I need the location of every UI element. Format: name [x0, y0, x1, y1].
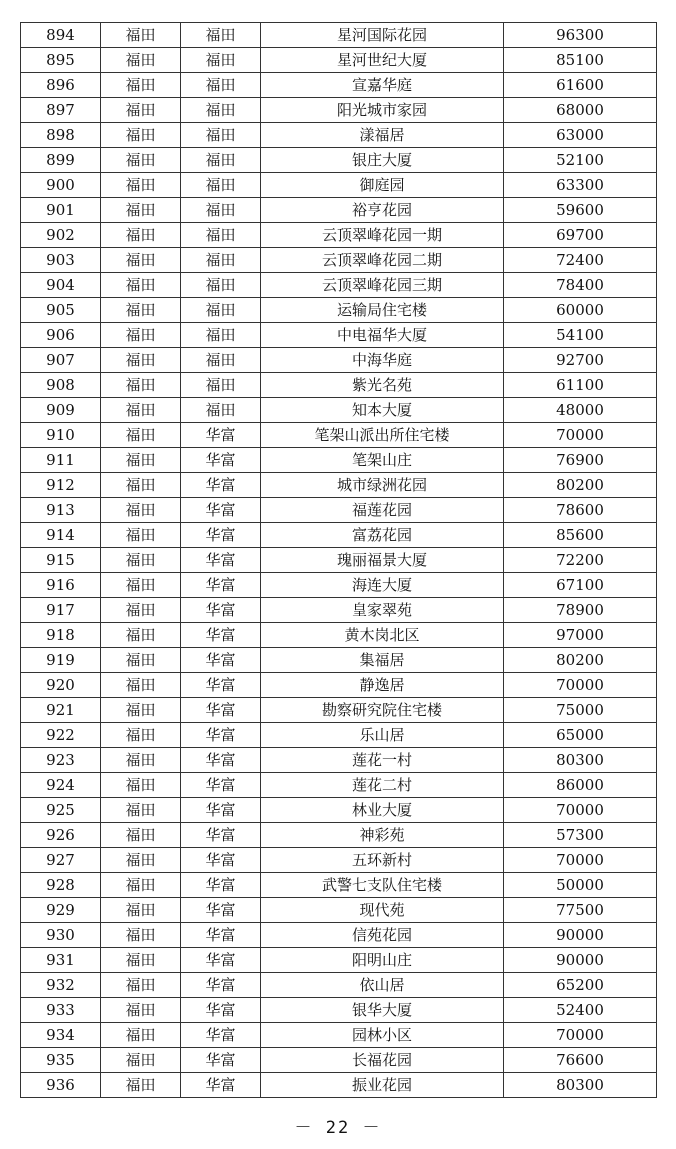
table-row [21, 98, 657, 123]
price-cell: 60000 [504, 298, 657, 323]
district-cell: 福田 [101, 1023, 181, 1048]
row-number-cell: 934 [21, 1023, 101, 1048]
table-row [21, 598, 657, 623]
subdistrict-cell: 福田 [181, 48, 261, 73]
table-row [21, 323, 657, 348]
subdistrict-cell: 华富 [181, 998, 261, 1023]
price-table [20, 22, 657, 1098]
row-number-cell: 925 [21, 798, 101, 823]
table-row [21, 73, 657, 98]
district-cell: 福田 [101, 23, 181, 48]
district-cell: 福田 [101, 773, 181, 798]
district-cell: 福田 [101, 748, 181, 773]
district-cell: 福田 [101, 698, 181, 723]
subdistrict-cell: 华富 [181, 973, 261, 998]
table-row [21, 123, 657, 148]
row-number-cell: 895 [21, 48, 101, 73]
subdistrict-cell: 福田 [181, 398, 261, 423]
subdistrict-cell: 华富 [181, 773, 261, 798]
table-row [21, 698, 657, 723]
district-cell: 福田 [101, 873, 181, 898]
table-row [21, 1073, 657, 1098]
district-cell: 福田 [101, 348, 181, 373]
price-cell: 96300 [504, 23, 657, 48]
price-cell: 92700 [504, 348, 657, 373]
table-row [21, 973, 657, 998]
district-cell: 福田 [101, 623, 181, 648]
price-cell: 70000 [504, 798, 657, 823]
price-cell: 76600 [504, 1048, 657, 1073]
subdistrict-cell: 华富 [181, 823, 261, 848]
price-cell: 72200 [504, 548, 657, 573]
row-number-cell: 913 [21, 498, 101, 523]
district-cell: 福田 [101, 448, 181, 473]
district-cell: 福田 [101, 1073, 181, 1098]
subdistrict-cell: 华富 [181, 1073, 261, 1098]
estate-name-cell: 银庄大厦 [261, 148, 504, 173]
table-row [21, 823, 657, 848]
table-row [21, 223, 657, 248]
price-cell: 97000 [504, 623, 657, 648]
price-cell: 52400 [504, 998, 657, 1023]
district-cell: 福田 [101, 973, 181, 998]
price-cell: 70000 [504, 1023, 657, 1048]
table-row [21, 398, 657, 423]
subdistrict-cell: 华富 [181, 1023, 261, 1048]
row-number-cell: 910 [21, 423, 101, 448]
estate-name-cell: 勘察研究院住宅楼 [261, 698, 504, 723]
estate-name-cell: 富荔花园 [261, 523, 504, 548]
price-cell: 63000 [504, 123, 657, 148]
table-row [21, 798, 657, 823]
row-number-cell: 918 [21, 623, 101, 648]
estate-name-cell: 笔架山庄 [261, 448, 504, 473]
table-row [21, 23, 657, 48]
estate-name-cell: 中海华庭 [261, 348, 504, 373]
row-number-cell: 936 [21, 1073, 101, 1098]
subdistrict-cell: 福田 [181, 323, 261, 348]
subdistrict-cell: 华富 [181, 673, 261, 698]
row-number-cell: 932 [21, 973, 101, 998]
district-cell: 福田 [101, 48, 181, 73]
estate-name-cell: 莲花一村 [261, 748, 504, 773]
table-row [21, 273, 657, 298]
subdistrict-cell: 福田 [181, 123, 261, 148]
estate-name-cell: 静逸居 [261, 673, 504, 698]
table-row [21, 1048, 657, 1073]
district-cell: 福田 [101, 998, 181, 1023]
district-cell: 福田 [101, 523, 181, 548]
table-row [21, 298, 657, 323]
row-number-cell: 928 [21, 873, 101, 898]
estate-name-cell: 知本大厦 [261, 398, 504, 423]
estate-name-cell: 黄木岗北区 [261, 623, 504, 648]
district-cell: 福田 [101, 273, 181, 298]
row-number-cell: 935 [21, 1048, 101, 1073]
district-cell: 福田 [101, 798, 181, 823]
price-cell: 68000 [504, 98, 657, 123]
district-cell: 福田 [101, 298, 181, 323]
price-cell: 86000 [504, 773, 657, 798]
subdistrict-cell: 华富 [181, 898, 261, 923]
estate-name-cell: 星河世纪大厦 [261, 48, 504, 73]
subdistrict-cell: 华富 [181, 573, 261, 598]
table-row [21, 648, 657, 673]
district-cell: 福田 [101, 123, 181, 148]
price-cell: 90000 [504, 948, 657, 973]
price-cell: 67100 [504, 573, 657, 598]
district-cell: 福田 [101, 598, 181, 623]
district-cell: 福田 [101, 423, 181, 448]
estate-name-cell: 阳明山庄 [261, 948, 504, 973]
price-cell: 72400 [504, 248, 657, 273]
price-cell: 78900 [504, 598, 657, 623]
price-cell: 70000 [504, 848, 657, 873]
price-cell: 70000 [504, 423, 657, 448]
estate-name-cell: 依山居 [261, 973, 504, 998]
row-number-cell: 912 [21, 473, 101, 498]
table-row [21, 723, 657, 748]
subdistrict-cell: 福田 [181, 373, 261, 398]
table-row [21, 998, 657, 1023]
table-row [21, 198, 657, 223]
table-row [21, 348, 657, 373]
table-row [21, 1023, 657, 1048]
subdistrict-cell: 华富 [181, 948, 261, 973]
subdistrict-cell: 福田 [181, 98, 261, 123]
district-cell: 福田 [101, 498, 181, 523]
estate-name-cell: 林业大厦 [261, 798, 504, 823]
row-number-cell: 908 [21, 373, 101, 398]
estate-name-cell: 振业花园 [261, 1073, 504, 1098]
estate-name-cell: 园林小区 [261, 1023, 504, 1048]
row-number-cell: 921 [21, 698, 101, 723]
table-row [21, 48, 657, 73]
subdistrict-cell: 华富 [181, 848, 261, 873]
estate-name-cell: 云顶翠峰花园一期 [261, 223, 504, 248]
price-cell: 63300 [504, 173, 657, 198]
table-row [21, 248, 657, 273]
price-cell: 65200 [504, 973, 657, 998]
district-cell: 福田 [101, 823, 181, 848]
estate-name-cell: 集福居 [261, 648, 504, 673]
district-cell: 福田 [101, 73, 181, 98]
row-number-cell: 903 [21, 248, 101, 273]
estate-name-cell: 现代苑 [261, 898, 504, 923]
subdistrict-cell: 华富 [181, 423, 261, 448]
price-cell: 80300 [504, 1073, 657, 1098]
price-cell: 80200 [504, 473, 657, 498]
district-cell: 福田 [101, 323, 181, 348]
district-cell: 福田 [101, 148, 181, 173]
row-number-cell: 933 [21, 998, 101, 1023]
estate-name-cell: 紫光名苑 [261, 373, 504, 398]
district-cell: 福田 [101, 898, 181, 923]
subdistrict-cell: 华富 [181, 548, 261, 573]
subdistrict-cell: 福田 [181, 198, 261, 223]
row-number-cell: 909 [21, 398, 101, 423]
estate-name-cell: 御庭园 [261, 173, 504, 198]
district-cell: 福田 [101, 223, 181, 248]
row-number-cell: 922 [21, 723, 101, 748]
table-row [21, 148, 657, 173]
price-table-body [21, 23, 657, 1098]
district-cell: 福田 [101, 673, 181, 698]
row-number-cell: 923 [21, 748, 101, 773]
district-cell: 福田 [101, 848, 181, 873]
price-cell: 50000 [504, 873, 657, 898]
district-cell: 福田 [101, 573, 181, 598]
table-row [21, 498, 657, 523]
row-number-cell: 901 [21, 198, 101, 223]
district-cell: 福田 [101, 248, 181, 273]
price-cell: 48000 [504, 398, 657, 423]
district-cell: 福田 [101, 98, 181, 123]
estate-name-cell: 莲花二村 [261, 773, 504, 798]
estate-name-cell: 五环新村 [261, 848, 504, 873]
subdistrict-cell: 华富 [181, 623, 261, 648]
district-cell: 福田 [101, 1048, 181, 1073]
estate-name-cell: 星河国际花园 [261, 23, 504, 48]
estate-name-cell: 乐山居 [261, 723, 504, 748]
table-row [21, 873, 657, 898]
subdistrict-cell: 福田 [181, 223, 261, 248]
estate-name-cell: 瑰丽福景大厦 [261, 548, 504, 573]
table-row [21, 173, 657, 198]
price-cell: 80300 [504, 748, 657, 773]
row-number-cell: 917 [21, 598, 101, 623]
row-number-cell: 906 [21, 323, 101, 348]
estate-name-cell: 笔架山派出所住宅楼 [261, 423, 504, 448]
estate-name-cell: 银华大厦 [261, 998, 504, 1023]
district-cell: 福田 [101, 173, 181, 198]
table-row [21, 848, 657, 873]
estate-name-cell: 长福花园 [261, 1048, 504, 1073]
table-row [21, 898, 657, 923]
subdistrict-cell: 华富 [181, 523, 261, 548]
district-cell: 福田 [101, 923, 181, 948]
estate-name-cell: 神彩苑 [261, 823, 504, 848]
row-number-cell: 902 [21, 223, 101, 248]
subdistrict-cell: 福田 [181, 173, 261, 198]
price-cell: 75000 [504, 698, 657, 723]
table-row [21, 923, 657, 948]
table-row [21, 423, 657, 448]
page-number: － 22 － [294, 1118, 382, 1138]
subdistrict-cell: 福田 [181, 23, 261, 48]
table-row [21, 773, 657, 798]
row-number-cell: 931 [21, 948, 101, 973]
subdistrict-cell: 福田 [181, 73, 261, 98]
price-cell: 59600 [504, 198, 657, 223]
price-cell: 61100 [504, 373, 657, 398]
table-row [21, 548, 657, 573]
subdistrict-cell: 华富 [181, 648, 261, 673]
estate-name-cell: 皇家翠苑 [261, 598, 504, 623]
row-number-cell: 907 [21, 348, 101, 373]
subdistrict-cell: 福田 [181, 148, 261, 173]
price-cell: 69700 [504, 223, 657, 248]
district-cell: 福田 [101, 198, 181, 223]
estate-name-cell: 信苑花园 [261, 923, 504, 948]
row-number-cell: 900 [21, 173, 101, 198]
row-number-cell: 919 [21, 648, 101, 673]
row-number-cell: 929 [21, 898, 101, 923]
table-row [21, 748, 657, 773]
price-cell: 54100 [504, 323, 657, 348]
row-number-cell: 930 [21, 923, 101, 948]
subdistrict-cell: 华富 [181, 1048, 261, 1073]
price-cell: 77500 [504, 898, 657, 923]
price-cell: 52100 [504, 148, 657, 173]
subdistrict-cell: 华富 [181, 748, 261, 773]
table-row [21, 948, 657, 973]
price-cell: 61600 [504, 73, 657, 98]
row-number-cell: 916 [21, 573, 101, 598]
subdistrict-cell: 华富 [181, 873, 261, 898]
district-cell: 福田 [101, 948, 181, 973]
row-number-cell: 899 [21, 148, 101, 173]
price-cell: 85600 [504, 523, 657, 548]
subdistrict-cell: 福田 [181, 248, 261, 273]
price-cell: 85100 [504, 48, 657, 73]
subdistrict-cell: 福田 [181, 298, 261, 323]
subdistrict-cell: 华富 [181, 473, 261, 498]
district-cell: 福田 [101, 648, 181, 673]
estate-name-cell: 裕亨花园 [261, 198, 504, 223]
row-number-cell: 896 [21, 73, 101, 98]
table-row [21, 623, 657, 648]
subdistrict-cell: 华富 [181, 448, 261, 473]
row-number-cell: 915 [21, 548, 101, 573]
price-cell: 57300 [504, 823, 657, 848]
row-number-cell: 897 [21, 98, 101, 123]
estate-name-cell: 运输局住宅楼 [261, 298, 504, 323]
estate-name-cell: 阳光城市家园 [261, 98, 504, 123]
table-row [21, 448, 657, 473]
subdistrict-cell: 华富 [181, 723, 261, 748]
table-row [21, 373, 657, 398]
table-row [21, 573, 657, 598]
estate-name-cell: 宣嘉华庭 [261, 73, 504, 98]
row-number-cell: 894 [21, 23, 101, 48]
price-cell: 80200 [504, 648, 657, 673]
estate-name-cell: 武警七支队住宅楼 [261, 873, 504, 898]
subdistrict-cell: 华富 [181, 698, 261, 723]
row-number-cell: 911 [21, 448, 101, 473]
subdistrict-cell: 华富 [181, 598, 261, 623]
subdistrict-cell: 福田 [181, 273, 261, 298]
estate-name-cell: 中电福华大厦 [261, 323, 504, 348]
subdistrict-cell: 华富 [181, 923, 261, 948]
row-number-cell: 905 [21, 298, 101, 323]
estate-name-cell: 城市绿洲花园 [261, 473, 504, 498]
price-cell: 78600 [504, 498, 657, 523]
estate-name-cell: 云顶翠峰花园二期 [261, 248, 504, 273]
subdistrict-cell: 华富 [181, 798, 261, 823]
row-number-cell: 927 [21, 848, 101, 873]
estate-name-cell: 漾福居 [261, 123, 504, 148]
district-cell: 福田 [101, 398, 181, 423]
district-cell: 福田 [101, 548, 181, 573]
row-number-cell: 920 [21, 673, 101, 698]
subdistrict-cell: 华富 [181, 498, 261, 523]
price-cell: 90000 [504, 923, 657, 948]
table-row [21, 473, 657, 498]
price-cell: 76900 [504, 448, 657, 473]
table-row [21, 673, 657, 698]
estate-name-cell: 福莲花园 [261, 498, 504, 523]
district-cell: 福田 [101, 473, 181, 498]
district-cell: 福田 [101, 373, 181, 398]
price-cell: 65000 [504, 723, 657, 748]
table-row [21, 523, 657, 548]
subdistrict-cell: 福田 [181, 348, 261, 373]
estate-name-cell: 云顶翠峰花园三期 [261, 273, 504, 298]
row-number-cell: 898 [21, 123, 101, 148]
price-cell: 78400 [504, 273, 657, 298]
row-number-cell: 926 [21, 823, 101, 848]
row-number-cell: 924 [21, 773, 101, 798]
price-cell: 70000 [504, 673, 657, 698]
district-cell: 福田 [101, 723, 181, 748]
row-number-cell: 914 [21, 523, 101, 548]
row-number-cell: 904 [21, 273, 101, 298]
estate-name-cell: 海连大厦 [261, 573, 504, 598]
